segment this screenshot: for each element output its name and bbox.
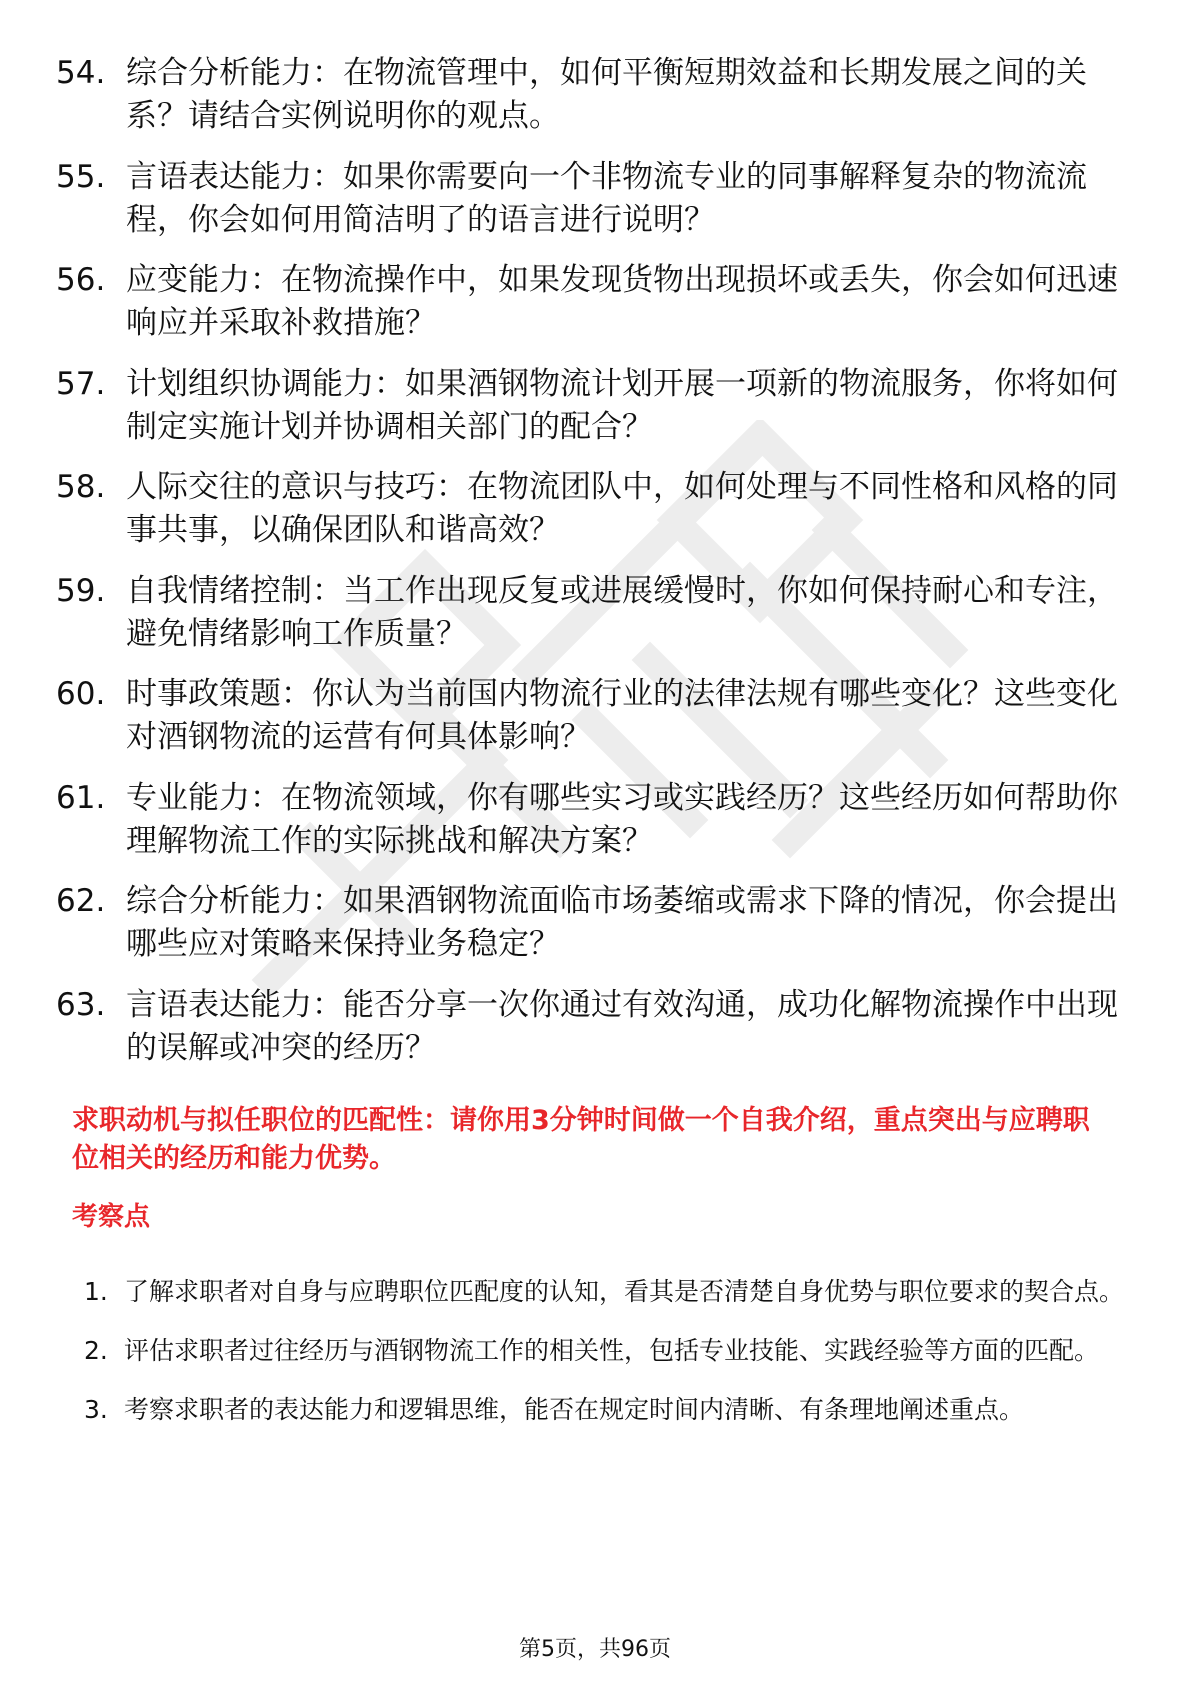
assessment-point (84, 1262, 1124, 1321)
question-number: 55. (56, 158, 106, 195)
question-number: 56. (56, 262, 106, 298)
point-text: 评估求职者过往经历与酒钢物流工作的相关性，包括专业技能、实践经验等方面的匹配。 (124, 1336, 1100, 1365)
question-item (56, 570, 1136, 656)
question-text: 专业能力：在物流领域，你有哪些实习或实践经历？这些经历如何帮助你理解物流工作的实际挑战和解决方案？ (126, 779, 1118, 859)
question-item (56, 880, 1136, 966)
point-number: 1. (84, 1277, 108, 1306)
question-number: 57. (56, 365, 106, 402)
question-number: 63. (56, 986, 106, 1023)
question-item (56, 156, 1136, 242)
page-footer: 第5页，共96页 (519, 1637, 671, 1662)
question-text: 应变能力：在物流操作中，如果发现货物出现损坏或丢失，你会如何迅速响应并采取补救措施？ (126, 262, 1118, 341)
question-item (56, 52, 1136, 138)
point-text: 了解求职者对自身与应聘职位匹配度的认知，看其是否清楚自身优势与职位要求的契合点。 (124, 1277, 1125, 1306)
question-text: 人际交往的意识与技巧：在物流团队中，如何处理与不同性格和风格的同事共事，以确保团队和谐高效？ (126, 469, 1118, 548)
question-number: 59. (56, 572, 106, 609)
question-text: 言语表达能力：如果你需要向一个非物流专业的同事解释复杂的物流流程，你会如何用简洁明了的语言进行说明？ (126, 158, 1087, 238)
point-number: 2. (84, 1336, 108, 1365)
question-number: 62. (56, 883, 106, 919)
question-number: 58. (56, 469, 106, 505)
question-text: 时事政策题：你认为当前国内物流行业的法律法规有哪些变化？这些变化对酒钢物流的运营有何具体影响？ (126, 676, 1118, 755)
question-item (56, 363, 1136, 449)
section-subheading: 考察点 (72, 1202, 151, 1232)
question-text: 综合分析能力：如果酒钢物流面临市场萎缩或需求下降的情况，你会提出哪些应对策略来保持业务稳定？ (126, 883, 1118, 962)
assessment-point (84, 1321, 1124, 1380)
question-number: 60. (56, 676, 106, 712)
question-text: 计划组织协调能力：如果酒钢物流计划开展一项新的物流服务，你将如何制定实施计划并协调相关部门的配合？ (126, 365, 1118, 445)
question-text: 综合分析能力：在物流管理中，如何平衡短期效益和长期发展之间的关系？请结合实例说明你的观点。 (126, 55, 1087, 134)
question-text: 自我情绪控制：当工作出现反复或进展缓慢时，你如何保持耐心和专注，避免情绪影响工作质量？ (126, 572, 1118, 652)
point-text: 考察求职者的表达能力和逻辑思维，能否在规定时间内清晰、有条理地阐述重点。 (124, 1395, 1025, 1424)
question-item (56, 984, 1136, 1070)
question-text: 言语表达能力：能否分享一次你通过有效沟通，成功化解物流操作中出现的误解或冲突的经历？ (126, 986, 1118, 1066)
question-item (56, 259, 1136, 345)
section-heading: 求职动机与拟任职位的匹配性：请你用3分钟时间做一个自我介绍，重点突出与应聘职位相关的经历和能力优势。 (72, 1105, 1090, 1174)
question-number: 61. (56, 779, 106, 816)
question-number: 54. (56, 55, 106, 91)
question-list (56, 52, 1136, 1087)
assessment-point (84, 1380, 1124, 1439)
assessment-points-list (84, 1262, 1124, 1439)
point-number: 3. (84, 1395, 108, 1424)
question-item (56, 673, 1136, 759)
question-item (56, 777, 1136, 863)
question-item (56, 466, 1136, 552)
